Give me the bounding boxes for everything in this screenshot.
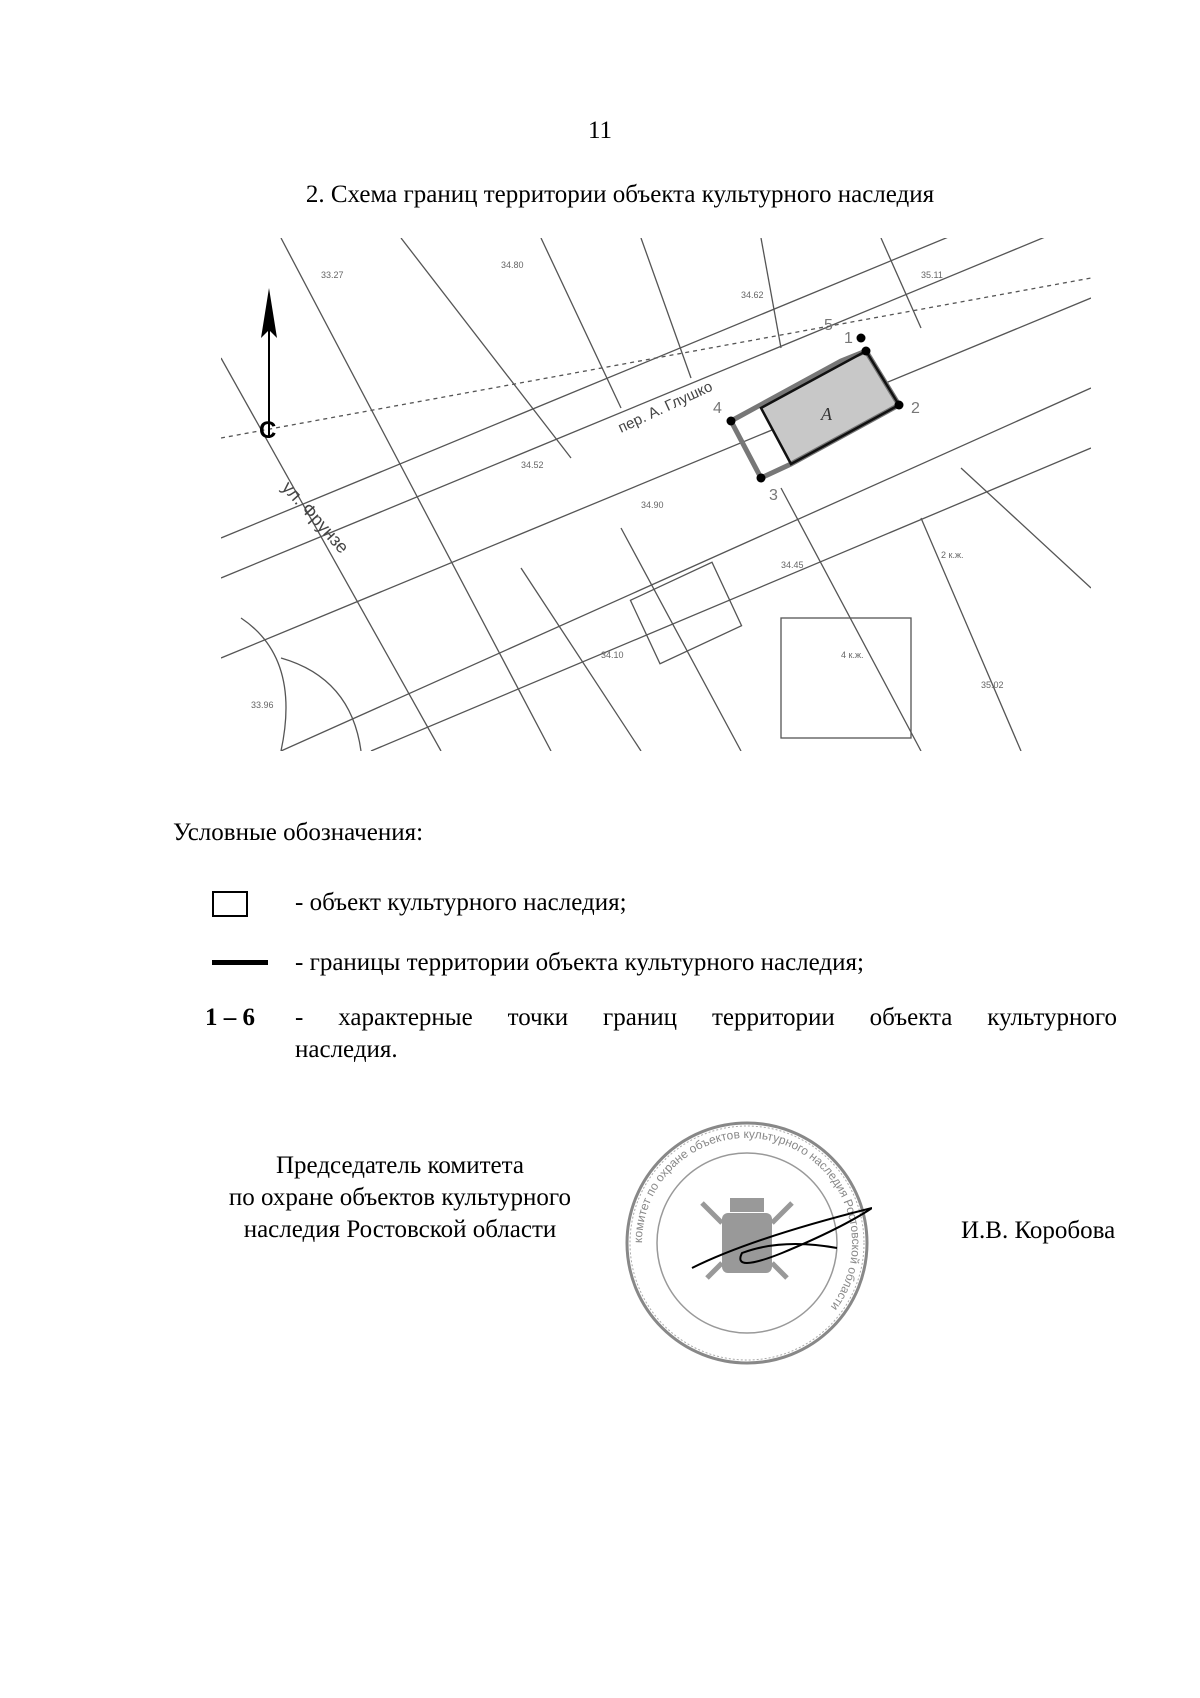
svg-text:35.02: 35.02 — [981, 680, 1004, 690]
svg-text:34.10: 34.10 — [601, 650, 624, 660]
svg-text:34.52: 34.52 — [521, 460, 544, 470]
position-line-1: Председатель комитета — [276, 1152, 524, 1179]
position-line-2: по охране объектов культурного — [228, 1184, 572, 1211]
position-line-3: наследия Ростовской области — [243, 1216, 557, 1243]
legend-item-points: - характерные точки границ территории объекта культурного — [295, 1004, 1117, 1031]
point-label-4: 4 — [713, 400, 722, 417]
legend-object-symbol — [212, 891, 248, 917]
svg-text:2 к.ж.: 2 к.ж. — [941, 550, 964, 560]
legend-points-symbol: 1 – 6 — [205, 1004, 255, 1031]
point-label-1: 1 — [844, 330, 853, 347]
point-label-2: 2 — [911, 400, 920, 417]
legend-item-object: - объект культурного наследия; — [295, 889, 627, 916]
svg-text:34.62: 34.62 — [741, 290, 764, 300]
svg-text:34.80: 34.80 — [501, 260, 524, 270]
point-label-5: 5 — [824, 317, 833, 334]
legend-boundary-symbol — [212, 960, 268, 965]
section-title: 2. Схема границ территории объекта культурного наследия — [305, 181, 935, 208]
map-linework — [221, 238, 1091, 751]
page-number: 11 — [587, 117, 613, 144]
svg-text:комитет по охране объектов кул: комитет по охране объектов культурного наследия Ростовской области — [630, 1126, 864, 1314]
street-label-frunze: ул. Фрунзе — [278, 477, 353, 558]
street-label-glushko: пер. А. Глушко — [615, 378, 716, 437]
svg-text:35.11: 35.11 — [921, 270, 943, 280]
svg-text:34.90: 34.90 — [641, 500, 664, 510]
legend-item-boundary: - границы территории объекта культурного наследия; — [295, 949, 864, 976]
signatory-position — [190, 1150, 610, 1246]
svg-text:34.45: 34.45 — [781, 560, 804, 570]
legend-title: Условные обозначения: — [173, 819, 424, 846]
coat-of-arms-icon — [702, 1198, 792, 1278]
point-label-3: 3 — [769, 487, 778, 504]
svg-text:33.96: 33.96 — [251, 700, 274, 710]
official-stamp — [622, 1118, 872, 1368]
cadastral-map — [221, 238, 1091, 751]
svg-text:33.27: 33.27 — [321, 270, 344, 280]
north-label: С — [259, 417, 277, 444]
object-label: А — [821, 404, 832, 424]
signatory-name: И.В. Коробова — [961, 1217, 1116, 1244]
legend-item-points-cont: наследия. — [295, 1036, 398, 1063]
svg-text:4 к.ж.: 4 к.ж. — [841, 650, 864, 660]
north-arrow-icon — [259, 288, 277, 444]
